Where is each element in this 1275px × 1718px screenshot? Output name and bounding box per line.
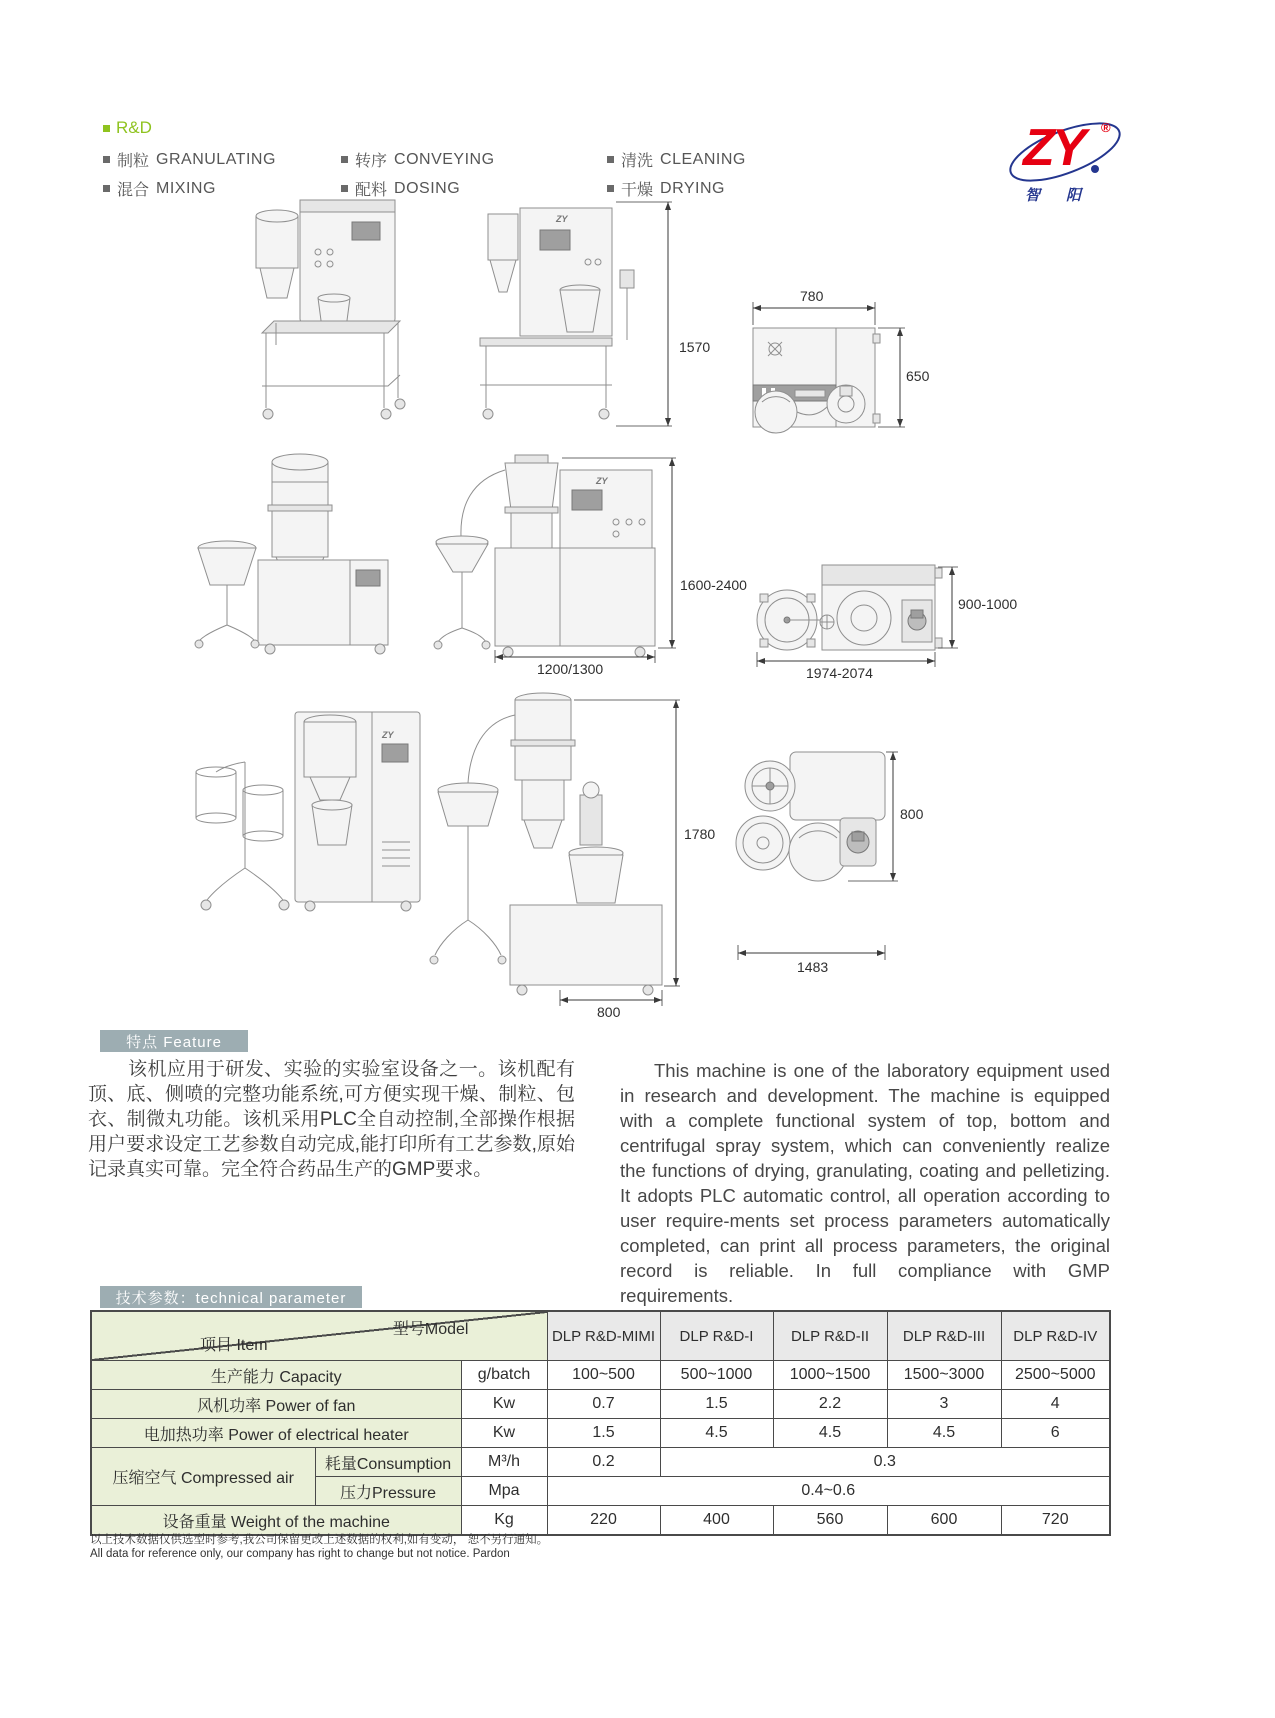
heater-value-1: 4.5 <box>660 1419 773 1448</box>
table-row-air-consumption <box>91 1448 1110 1477</box>
table-row-header <box>91 1311 1110 1361</box>
weight-value-3: 600 <box>887 1506 1001 1536</box>
feature-cleaning: 清洗 CLEANING <box>607 148 746 171</box>
weight-value-2: 560 <box>773 1506 887 1536</box>
capacity-unit: g/batch <box>461 1361 547 1390</box>
footer-disclaimer <box>90 1533 548 1561</box>
rd-text: R&D <box>116 118 152 137</box>
drawing-r2-perspective <box>195 454 388 654</box>
capacity-label: 生产能力 Capacity <box>91 1361 461 1390</box>
drawing-r3-top <box>736 752 885 881</box>
heater-value-0: 1.5 <box>547 1419 660 1448</box>
machine-logo-mark: ZY <box>382 730 394 740</box>
weight-value-0: 220 <box>547 1506 660 1536</box>
feature-dosing: 配料 DOSING <box>341 177 460 200</box>
technical-parameter-table <box>90 1310 1111 1536</box>
footer-disclaimer-zh: 以上技术数据仅供选型时参考,我公司保留更改上述数据的权利,如有变动， 恕不另行通知。 <box>90 1534 549 1546</box>
feature-drying: 干燥 DRYING <box>607 177 725 200</box>
table-row-fan-power <box>91 1390 1110 1419</box>
dim-label-r3-top-width: 1483 <box>797 959 829 975</box>
corner-model-label: 型号Model <box>392 1321 469 1338</box>
consumption-unit: M³/h <box>461 1448 547 1477</box>
feature-conveying: 转序 CONVEYING <box>341 148 495 171</box>
dim-label-r2-height: 1600-2400 <box>680 577 747 593</box>
dim-label-r1-top-width: 780 <box>800 288 824 304</box>
weight-unit: Kg <box>461 1506 547 1536</box>
consumption-value-first: 0.2 <box>547 1448 660 1477</box>
dim-label-r3-height: 1780 <box>684 826 716 842</box>
model-header-2: DLP R&D-II <box>773 1311 887 1361</box>
logo-zy-text: ZY <box>1023 119 1084 177</box>
dim-label-r3-top-depth: 800 <box>900 806 924 822</box>
feature-mixing: 混合 MIXING <box>103 177 216 200</box>
consumption-label: 耗量Consumption <box>315 1448 461 1477</box>
capacity-value-3: 1500~3000 <box>887 1361 1001 1390</box>
compressed-air-label: 压缩空气 Compressed air <box>91 1448 315 1506</box>
dim-r2-top-depth <box>938 567 958 648</box>
pressure-value: 0.4~0.6 <box>547 1477 1110 1506</box>
table-corner-cell <box>91 1311 547 1361</box>
capacity-value-1: 500~1000 <box>660 1361 773 1390</box>
heater-unit: Kw <box>461 1419 547 1448</box>
dim-label-r2-top-depth: 900-1000 <box>958 596 1018 612</box>
drawing-r3-front <box>430 693 662 995</box>
heater-value-2: 4.5 <box>773 1419 887 1448</box>
technical-parameter-banner: 技术参数：technical parameter <box>100 1286 362 1308</box>
pressure-unit: Mpa <box>461 1477 547 1506</box>
heater-value-3: 4.5 <box>887 1419 1001 1448</box>
drawing-r3-perspective <box>196 712 420 911</box>
dim-r1-height <box>616 202 672 426</box>
dim-label-r3-width: 800 <box>597 1004 621 1020</box>
heater-label: 电加热功率 Power of electrical heater <box>91 1419 461 1448</box>
dim-label-r2-width: 1200/1300 <box>537 661 604 677</box>
drawing-r1-perspective <box>256 200 405 419</box>
pressure-label: 压力Pressure <box>315 1477 461 1506</box>
capacity-value-2: 1000~1500 <box>773 1361 887 1390</box>
dim-label-r2-top-width: 1974-2074 <box>806 665 873 681</box>
weight-label: 设备重量 Weight of the machine <box>91 1506 461 1536</box>
registered-mark-icon: ® <box>1101 120 1111 135</box>
table-row-heater-power <box>91 1419 1110 1448</box>
fan-value-1: 1.5 <box>660 1390 773 1419</box>
feature-banner: 特点 Feature <box>100 1030 248 1052</box>
table-row-weight <box>91 1506 1110 1536</box>
dim-label-r1-top-depth: 650 <box>906 368 930 384</box>
model-header-3: DLP R&D-III <box>887 1311 1001 1361</box>
weight-value-1: 400 <box>660 1506 773 1536</box>
model-header-4: DLP R&D-IV <box>1001 1311 1110 1361</box>
weight-value-4: 720 <box>1001 1506 1110 1536</box>
model-header-0: DLP R&D-MIMI <box>547 1311 660 1361</box>
drawing-r1-top <box>753 328 880 433</box>
dim-r3-top-width <box>738 945 885 960</box>
heater-value-4: 6 <box>1001 1419 1110 1448</box>
model-header-1: DLP R&D-I <box>660 1311 773 1361</box>
dim-r1-top-width <box>753 302 875 325</box>
corner-item-label: 项目 Item <box>200 1337 268 1354</box>
fan-unit: Kw <box>461 1390 547 1419</box>
drawing-r2-front <box>434 455 655 657</box>
fan-value-2: 2.2 <box>773 1390 887 1419</box>
capacity-value-4: 2500~5000 <box>1001 1361 1110 1390</box>
drawing-r2-top <box>757 565 942 650</box>
machine-logo-mark: ZY <box>556 214 568 224</box>
logo-chinese-text: 智阳 <box>1025 187 1108 204</box>
fan-label: 风机功率 Power of fan <box>91 1390 461 1419</box>
feature-paragraph-zh: 该机应用于研发、实验的实验室设备之一。该机配有顶、底、侧喷的完整功能系统,可方便实现干燥、制粒、包衣、制微丸功能。该机采用PLC全自动控制,全部操作根据用户要求设定工艺参数自动完成,能打印所有工艺参数,原始记录真实可靠。完全符合药品生产的GMP要求。 <box>88 1059 575 1180</box>
feature-paragraph-en: This machine is one of the laboratory equipment used in research and development. The machine is equipped with a complete functional system of top, bottom and centrifugal spray system, which can conveniently realize the functions of drying, granulating, coating and pelletizing. It adopts PLC automatic control, all operation according to user require-ments set process parameters automatically completed, can print all process parameters, the original record is reliable. In full compliance with GMP requirements. <box>620 1060 1110 1306</box>
capacity-value-0: 100~500 <box>547 1361 660 1390</box>
fan-value-0: 0.7 <box>547 1390 660 1419</box>
footer-disclaimer-en: All data for reference only, our company has right to change but not notice. Pardon <box>90 1548 510 1560</box>
machine-logo-mark: ZY <box>596 476 608 486</box>
table-row-capacity <box>91 1361 1110 1390</box>
consumption-value-rest: 0.3 <box>660 1448 1110 1477</box>
fan-value-3: 3 <box>887 1390 1001 1419</box>
dim-r1-top-depth <box>878 328 905 427</box>
dim-label-r1-height: 1570 <box>679 339 711 355</box>
drawing-r1-side <box>480 208 634 419</box>
feature-granulating: 制粒 GRANULATING <box>103 148 276 171</box>
fan-value-4: 4 <box>1001 1390 1110 1419</box>
